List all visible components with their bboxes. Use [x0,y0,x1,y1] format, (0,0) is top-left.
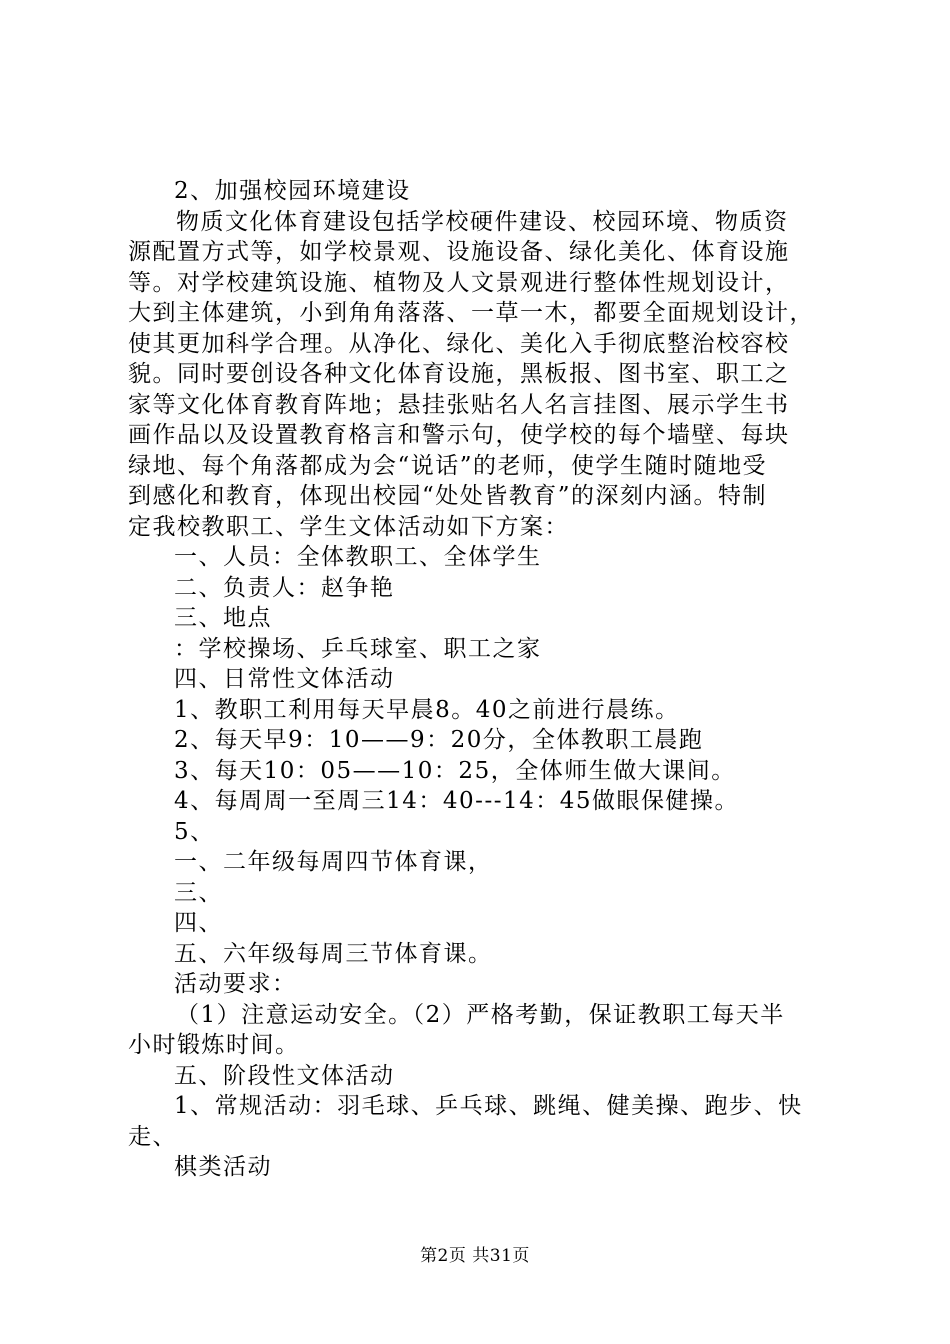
list-item: 一、人员：全体教职工、全体学生 [174,544,542,570]
paragraph-line: 绿地、每个角落都成为会“说话”的老师，使学生随时随地受 [128,452,768,479]
list-item: 三、 [174,879,223,906]
paragraph-line: 家等文化体育教育阵地；悬挂张贴名人名言挂图、展示学生书 [128,391,790,418]
list-item: 1、教职工利用每天早晨8。40之前进行晨练。 [174,696,680,723]
list-item: 三、地点 [174,605,272,631]
paragraph-line: 到感化和教育，体现出校园“处处皆教育”的深刻内涵。特制 [128,483,768,509]
list-item: 2、每天早9：10——9：20分，全体教职工晨跑 [174,727,704,753]
list-item: 5、 [174,818,215,845]
paragraph-line: 画作品以及设置教育格言和警示句，使学校的每个墙壁、每块 [128,422,790,448]
paragraph-line: 使其更加科学合理。从净化、绿化、美化入手彻底整治校容校 [128,330,790,357]
paragraph-line: 大到主体建筑，小到角角落落、一草一木，都要全面规划设计， [128,300,814,326]
list-item: 二、负责人：赵争艳 [174,574,395,601]
paragraph-line: 源配置方式等，如学校景观、设施设备、绿化美化、体育设施 [128,239,790,265]
paragraph-line: 走、 [128,1123,177,1150]
list-item: 3、每天10：05——10：25，全体师生做大课间。 [174,757,736,784]
section-heading: 五、阶段性文体活动 [174,1062,395,1089]
paragraph-line: 定我校教职工、学生文体活动如下方案： [128,513,569,540]
paragraph-line: 等。对学校建筑设施、植物及人文景观进行整体性规划设计， [128,269,790,296]
list-item: 4、每周周一至周三14：40---14：45做眼保健操。 [174,788,740,814]
paragraph-line: 貌。同时要创设各种文化体育设施，黑板报、图书室、职工之 [128,361,790,387]
page-number-footer: 第2页 共31页 [420,1246,530,1266]
section-heading: 四、日常性文体活动 [174,666,395,692]
list-item: 四、 [174,910,223,936]
section-heading: 2、加强校园环境建设 [174,178,411,204]
paragraph-line: 小时锻炼时间。 [128,1032,300,1058]
list-item: ：学校操场、乒乓球室、职工之家 [174,635,542,662]
list-item: 五、六年级每周三节体育课。 [174,940,493,967]
list-item: 一、二年级每周四节体育课， [174,849,493,875]
paragraph-line: （1）注意运动安全。（2）严格考勤，保证教职工每天半 [176,1001,785,1028]
paragraph-line: 物质文化体育建设包括学校硬件建设、校园环境、物质资 [176,208,789,235]
list-item: 1、常规活动：羽毛球、乒乓球、跳绳、健美操、跑步、快 [174,1093,803,1119]
list-item: 棋类活动 [174,1154,272,1180]
section-heading: 活动要求： [174,971,297,997]
document-body [128,176,838,1183]
